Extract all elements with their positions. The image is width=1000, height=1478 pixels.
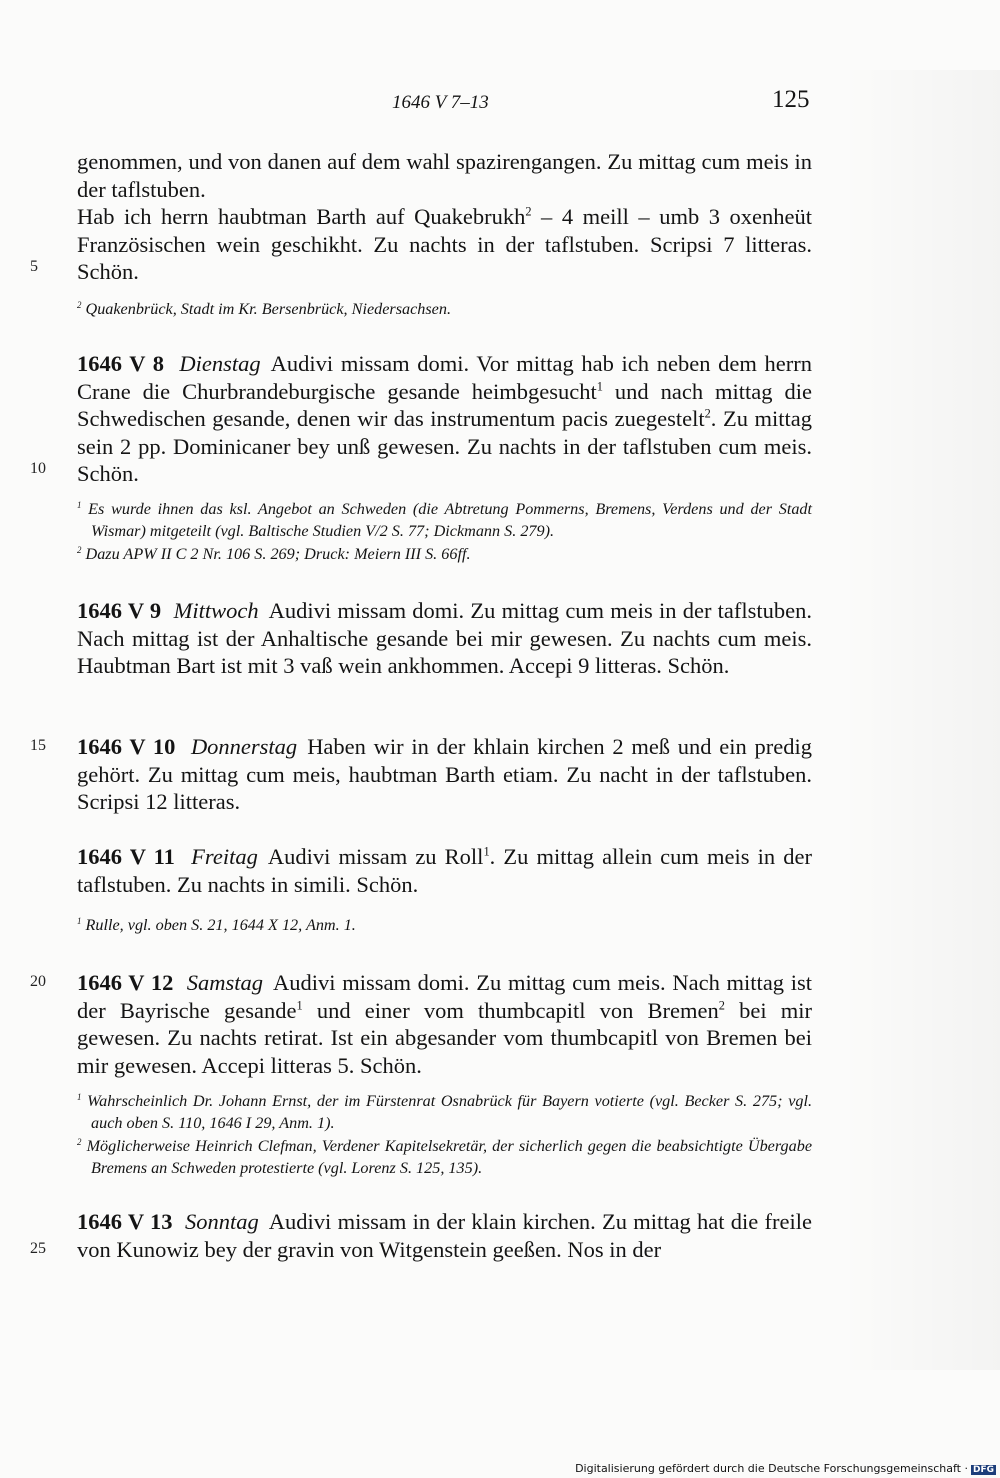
footnote-text: Rulle, vgl. oben S. 21, 1644 X 12, Anm. 1. [85, 916, 356, 934]
dfg-logo: DFG [972, 1465, 994, 1475]
entry-weekday: Mittwoch [173, 598, 259, 623]
paragraph [77, 350, 812, 488]
paragraph [77, 969, 812, 1079]
footnote-number: 2 [77, 1136, 82, 1147]
footnote [77, 298, 812, 320]
entry-date: 1646 V 10 [77, 734, 176, 759]
paragraph [77, 597, 812, 680]
paragraph [77, 843, 812, 898]
entry-weekday: Dienstag [179, 351, 261, 376]
footnote-ref: 2 [525, 204, 532, 219]
paragraph-text: Audivi missam zu Roll [267, 844, 484, 869]
paragraph [77, 203, 812, 286]
footnote [77, 543, 812, 565]
entry-date: 1646 V 8 [77, 351, 165, 376]
paragraph-text: . Zu mittag sein 2 pp. Dominicaner bey unß gewesen. Zu nachts in der taflstuben cum meis. Schön. [77, 406, 812, 487]
paragraph [77, 733, 812, 816]
paragraph-text: . Zu mittag allein cum meis in der taflstuben. Zu nachts in simili. Schön. [77, 844, 812, 897]
footnote [77, 914, 812, 936]
diary-entry [77, 969, 812, 1079]
paragraph-text: Audivi missam domi. Vor mittag hab ich neben dem herrn Crane die Churbrandeburgische gesande heimbgesucht [77, 351, 813, 404]
entry-date: 1646 V 13 [77, 1209, 173, 1234]
entry-date: 1646 V 11 [77, 844, 175, 869]
footnote-number: 1 [77, 1091, 82, 1102]
paragraph-text: und nach mittag die Schwedischen gesande, denen wir das instrumentum pacis zuegestelt [77, 378, 812, 432]
footnote-text: Wahrscheinlich Dr. Johann Ernst, der im Fürstenrat Osnabrück für Bayern votierte (vgl. Becker S. 275; vgl. auch oben S. 110, 1646 I 29, Anm. 1). [87, 1092, 813, 1133]
diary-entry [77, 597, 812, 680]
entry-continuation [77, 148, 812, 286]
paragraph-text: Audivi missam domi. Zu mittag cum meis in der taflstuben. Nach mittag ist der Anhaltische gesande bei mir gewesen. Zu nachts cum meis. Haubtman Bart ist mit 3 vaß wein ankhommen. Accepi 9 litteras. Schön. [77, 598, 813, 679]
footnotes [77, 498, 812, 565]
paragraph [77, 148, 812, 203]
diary-entry [77, 733, 812, 816]
paragraph-text: Hab ich herrn haubtman Barth auf Quakebrukh [77, 204, 526, 230]
footnote [77, 498, 812, 543]
running-header: 1646 V 7–13 [392, 92, 489, 113]
diary-entry [77, 1208, 812, 1263]
credit-text: Digitalisierung gefördert durch die Deutsche Forschungsgemeinschaft · [575, 1462, 968, 1475]
footnote [77, 1135, 812, 1180]
paragraph-text: genommen, und von danen auf dem wahl spazirengangen. Zu mittag cum meis in der taflstuben. [77, 149, 812, 202]
entry-date: 1646 V 12 [77, 970, 174, 995]
footnote-number: 2 [77, 544, 82, 555]
diary-entry [77, 350, 812, 488]
entry-weekday: Sonntag [185, 1209, 259, 1234]
footnote [77, 1090, 812, 1135]
diary-entry [77, 843, 812, 898]
footnote-number: 1 [77, 915, 82, 926]
footnote-ref: 1 [596, 378, 603, 393]
paragraph-text: – 4 meill – umb 3 oxenheüt Französischen wein geschikht. Zu nachts in der taflstuben. Scripsi 7 litteras. Schön. [77, 204, 812, 285]
entry-weekday: Samstag [186, 970, 264, 995]
line-number: 20 [30, 973, 46, 990]
line-number: 5 [30, 258, 38, 275]
digitization-credit [575, 1462, 996, 1475]
paragraph [77, 1208, 812, 1263]
paragraph-text: Audivi missam in der klain kirchen. Zu mittag hat die freile von Kunowiz bey der gravin von Witgenstein geeßen. Nos in der [77, 1209, 812, 1262]
footnote-number: 2 [77, 299, 82, 310]
footnotes [77, 298, 812, 320]
footnotes [77, 914, 812, 936]
footnote-text: Möglicherweise Heinrich Clefman, Verdener Kapitelsekretär, der sicherlich gegen die beabsichtigte Übergabe Bremens an Schweden protestierte (vgl. Lorenz S. 125, 135). [86, 1136, 813, 1177]
page-number: 125 [772, 86, 810, 113]
paragraph-text: Audivi missam domi. Zu mittag cum meis. Nach mittag ist der Bayrische gesande [77, 970, 813, 1023]
footnote-text: Dazu APW II C 2 Nr. 106 S. 269; Druck: Meiern III S. 66ff. [85, 544, 471, 563]
line-number: 15 [30, 737, 46, 754]
show-through-shadow [840, 70, 1000, 1370]
footnotes [77, 1090, 812, 1179]
paragraph-text: Haben wir in der khlain kirchen 2 meß und ein predig gehört. Zu mittag cum meis, haubtman Barth etiam. Zu nacht in der taflstuben. Scripsi 12 litteras. [77, 734, 813, 815]
footnote-text: Es wurde ihnen das ksl. Angebot an Schweden (die Abtretung Pommerns, Bremens, Verdens und der Stadt Wismar) mitgeteilt (vgl. Baltische Studien V/2 S. 77; Dickmann S. 279). [88, 500, 813, 541]
line-number: 10 [30, 460, 46, 477]
line-number: 25 [30, 1240, 46, 1257]
paragraph-text: bei mir gewesen. Zu nachts retirat. Ist ein abgesander vom thumbcapitl von Bremen bei mir gewesen. Accepi litteras 5. Schön. [77, 997, 813, 1078]
paragraph-text: und einer vom thumbcapitl von Bremen [302, 997, 719, 1023]
footnote-ref: 2 [718, 997, 725, 1012]
entry-date: 1646 V 9 [77, 598, 162, 623]
footnote-number: 1 [77, 499, 82, 510]
footnote-ref: 1 [296, 997, 303, 1012]
entry-weekday: Freitag [191, 844, 258, 869]
entry-weekday: Donnerstag [190, 734, 298, 759]
footnote-ref: 1 [483, 844, 490, 859]
footnote-ref: 2 [704, 406, 711, 421]
footnote-text: Quakenbrück, Stadt im Kr. Bersenbrück, Niedersachsen. [85, 300, 451, 318]
